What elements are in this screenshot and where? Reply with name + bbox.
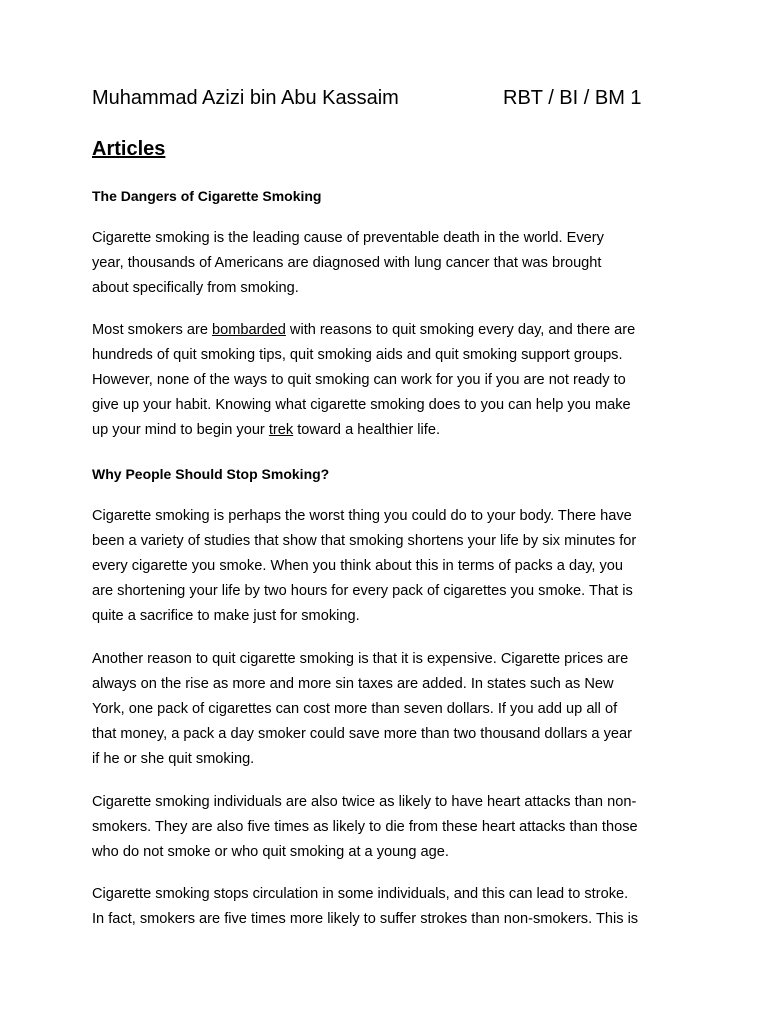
paragraph-line: that money, a pack a day smoker could save more than two thousand dollars a year — [92, 726, 632, 742]
paragraph-line: Cigarette smoking is the leading cause of preventable death in the world. Every — [92, 230, 604, 246]
article-heading-why-stop: Why People Should Stop Smoking? — [92, 466, 330, 482]
paragraph-line: year, thousands of Americans are diagnosed with lung cancer that was brought — [92, 255, 602, 271]
paragraph-6 — [92, 882, 692, 932]
text-run: with reasons to quit smoking every day, and there are — [285, 322, 636, 338]
paragraph-line: Cigarette smoking stops circulation in some individuals, and this can lead to stroke. — [92, 886, 629, 902]
paragraph-line: York, one pack of cigarettes can cost more than seven dollars. If you add up all of — [92, 701, 618, 717]
paragraph-line: hundreds of quit smoking tips, quit smoking aids and quit smoking support groups. — [92, 347, 623, 363]
paragraph-line: about specifically from smoking. — [92, 280, 299, 296]
paragraph-line: if he or she quit smoking. — [92, 751, 255, 767]
paragraph-line: always on the rise as more and more sin taxes are added. In states such as New — [92, 676, 614, 692]
underlined-word-trek: trek — [268, 422, 294, 438]
paragraph-1 — [92, 226, 692, 301]
paragraph-line: every cigarette you smoke. When you think about this in terms of packs a day, you — [92, 558, 624, 574]
course-code: RBT / BI / BM 1 — [503, 87, 642, 109]
paragraph-5 — [92, 790, 692, 865]
paragraph-3 — [92, 504, 692, 629]
paragraph-line: Another reason to quit cigarette smoking is that it is expensive. Cigarette prices are — [92, 651, 629, 667]
paragraph-line: who do not smoke or who quit smoking at a young age. — [92, 844, 449, 860]
text-run: toward a healthier life. — [293, 422, 441, 438]
author-name: Muhammad Azizi bin Abu Kassaim — [92, 87, 399, 109]
article-heading-dangers: The Dangers of Cigarette Smoking — [92, 188, 322, 204]
paragraph-line: give up your habit. Knowing what cigarette smoking does to you can help you make — [92, 397, 631, 413]
paragraph-2 — [92, 318, 692, 443]
paragraph-line — [92, 318, 692, 343]
paragraph-line: However, none of the ways to quit smoking can work for you if you are not ready to — [92, 372, 626, 388]
paragraph-4 — [92, 647, 692, 772]
paragraph-line: quite a sacrifice to make just for smoking. — [92, 608, 360, 624]
paragraph-line — [92, 418, 692, 443]
underlined-word-bombarded: bombarded — [212, 322, 286, 338]
paragraph-line: Cigarette smoking is perhaps the worst thing you could do to your body. There have — [92, 508, 632, 524]
paragraph-line: been a variety of studies that show that smoking shortens your life by six minutes for — [92, 533, 637, 549]
text-run: Most smokers are — [92, 322, 213, 338]
text-run: up your mind to begin your — [92, 422, 269, 438]
paragraph-line: In fact, smokers are five times more likely to suffer strokes than non-smokers. This is — [92, 911, 639, 927]
section-title: Articles — [92, 138, 166, 160]
paragraph-line: Cigarette smoking individuals are also twice as likely to have heart attacks than non- — [92, 794, 637, 810]
paragraph-line: are shortening your life by two hours for every pack of cigarettes you smoke. That is — [92, 583, 633, 599]
paragraph-line: smokers. They are also five times as likely to die from these heart attacks than those — [92, 819, 638, 835]
